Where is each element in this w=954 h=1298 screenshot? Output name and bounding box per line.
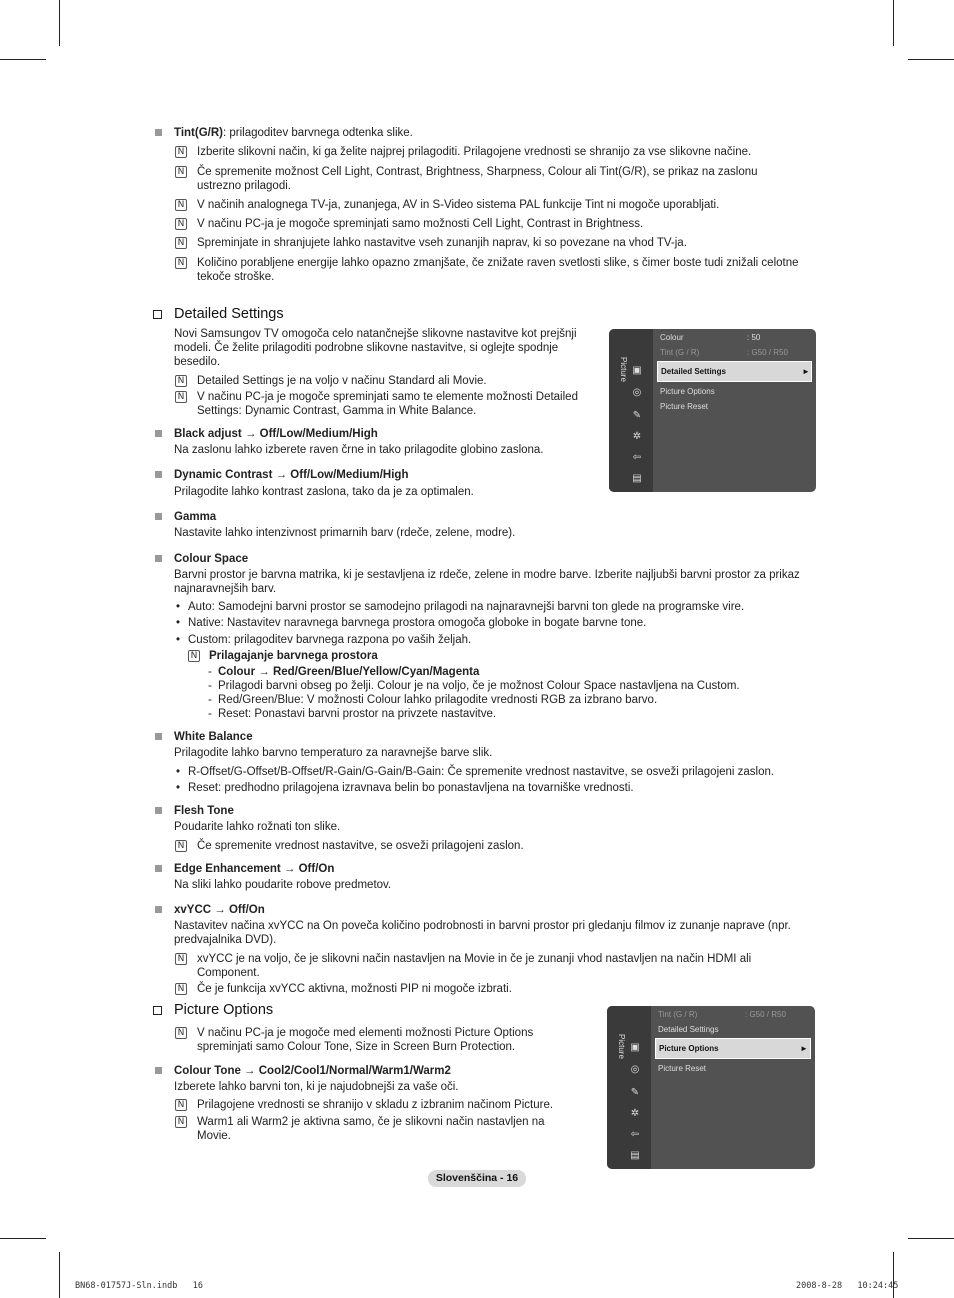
bullet-square [155,906,162,913]
tint-note: Količino porabljene energije lahko opazno zmanjšate, če znižate raven svetlosti slike, s čimer boste tudi znižali celotne [197,257,799,269]
note-icon: N [175,166,187,178]
bullet-square [155,471,162,478]
note-icon: N [175,1099,187,1111]
slug-file: BN68-01757J-Sln.indb 16 [75,1281,203,1291]
xvycc-note: xvYCC je na voljo, če je slikovni način nastavljen na Movie in če je zunanji vhod nastavljen na način HDMI ali [197,953,752,965]
note-icon: N [175,218,187,230]
menu-row-label: Detailed Settings [661,367,726,376]
colour-space-auto: Auto: Samodejni barvni prostor se samodejno prilagodi na najnaravnejši barvni ton glede na programske vire. [188,601,745,613]
note-icon: N [175,237,187,249]
detailed-note: V načinu PC-ja je mogoče spreminjati samo te elemente možnosti Detailed [197,391,578,403]
tv-menu-picture [609,329,816,492]
channel-icon[interactable]: ✎ [632,410,642,421]
application-icon[interactable]: ▤ [630,1150,640,1161]
detailed-intro: besedilo. [174,356,221,368]
colour-space-sub-title: Prilagajanje barvnega prostora [209,650,378,662]
menu-row-value: : G50 / R50 [745,1010,786,1019]
black-adjust-desc: Na zaslonu lahko izberete raven črne in tako prilagodite globino zaslona. [174,444,544,456]
colour-space-s3: Red/Green/Blue: V možnosti Colour lahko prilagodite vrednosti RGB za izbrano barvo. [218,694,658,706]
detailed-note: Settings: Dynamic Contrast, Gamma in White Balance. [197,405,477,417]
dash: - [208,694,212,706]
setup-icon[interactable]: ✲ [632,431,642,442]
detailed-heading: Detailed Settings [174,306,284,322]
bullet-square [155,865,162,872]
heading-box [153,310,162,319]
detailed-note: Detailed Settings je na voljo v načinu Standard ali Movie. [197,375,487,387]
xvycc-desc: Nastavitev načina xvYCC na On poveča količino podrobnosti in barvni prostor pri gledanju filmov iz zunanje naprave (npr. [174,920,791,932]
colour-space-native: Native: Nastavitev naravnega barvnega prostora omogoča globoke in bogate barvne tone. [188,617,647,629]
note-icon: N [175,1027,187,1039]
xvycc-title: xvYCC → Off/On [174,904,265,916]
picture-options-note: Warm1 ali Warm2 je aktivna samo, če je slikovni način nastavljen na [197,1116,545,1128]
edge-desc: Na sliki lahko poudarite robove predmetov. [174,879,392,891]
input-icon[interactable]: ⇦ [632,452,642,463]
crop-mark [908,1238,954,1239]
crop-mark [0,1238,46,1239]
colour-space-s4: Reset: Ponastavi barvni prostor na privzete nastavitve. [218,708,497,720]
tint-note: Če spremenite možnost Cell Light, Contrast, Brightness, Sharpness, Colour ali Tint(G/R), se prikaz na zaslonu [197,166,758,178]
application-icon[interactable]: ▤ [632,473,642,484]
tint-note: V načinu PC-ja je mogoče spreminjati samo možnosti Cell Light, Contrast in Brightness. [197,218,644,230]
tv-menu-picture-options [607,1006,815,1169]
flesh-tone-note: Če spremenite vrednost nastavitve, se osveži prilagojeni zaslon. [197,840,524,852]
white-balance-title: White Balance [174,731,253,743]
bullet-square [155,129,162,136]
tint-note: Spreminjate in shranjujete lahko nastavitve vseh zunanjih naprav, ki so povezane na vhod TV-ja. [197,237,687,249]
note-icon: N [175,375,187,387]
colour-tone-title: Colour Tone → Cool2/Cool1/Normal/Warm1/Warm2 [174,1065,451,1077]
menu-row-label: Picture Reset [660,402,709,411]
bullet-square [155,733,162,740]
dash: - [208,666,212,678]
menu-row-selected[interactable] [655,1038,811,1059]
gamma-desc: Nastavite lahko intenzivnost primarnih barv (rdeče, zelene, modre). [174,527,516,539]
menu-side-label: Picture [619,357,628,382]
menu-side-label: Picture [617,1034,626,1059]
colour-space-s1: Colour → Red/Green/Blue/Yellow/Cyan/Magenta [218,666,480,678]
page-number-badge: Slovenščina - 16 [428,1170,526,1187]
menu-row-label: Tint (G / R) [660,348,700,357]
note-icon: N [175,1116,187,1128]
bullet-dot: • [176,634,181,646]
bullet-dot: • [176,782,181,794]
note-icon: N [188,650,200,662]
note-icon: N [175,840,187,852]
menu-row[interactable] [657,398,812,416]
sound-icon[interactable]: ◎ [632,387,642,398]
bullet-square [155,430,162,437]
black-adjust-title: Black adjust → Off/Low/Medium/High [174,428,378,440]
tint-line [174,126,413,140]
detailed-intro: modeli. Če želite prilagoditi podrobne slikovne nastavitve, si oglejte spodnje [174,342,559,354]
tint-label: Tint(G/R) [174,127,223,139]
note-icon: N [175,146,187,158]
dash: - [208,680,212,692]
picture-options-note: Prilagojene vrednosti se shranijo v skladu z izbranim načinom Picture. [197,1099,554,1111]
menu-row-label: Colour [660,333,684,342]
flesh-tone-title: Flesh Tone [174,805,234,817]
flesh-tone-desc: Poudarite lahko rožnati ton slike. [174,821,341,833]
picture-icon[interactable]: ▣ [630,1042,640,1053]
colour-space-s2: Prilagodi barvni obseg po želji. Colour je na voljo, če je možnost Colour Space nastavljena na Custom. [218,680,740,692]
note-icon: N [175,257,187,269]
picture-options-note: V načinu PC-ja je mogoče med elementi možnosti Picture Options [197,1027,534,1039]
xvycc-note: Če je funkcija xvYCC aktivna, možnosti PIP ni mogoče izbrati. [197,983,512,995]
tint-note: V načinih analognega TV-ja, zunanjega, AV in S-Video sistema PAL funkcije Tint ni mogoče uporabljati. [197,199,720,211]
note-icon: N [175,199,187,211]
colour-space-title: Colour Space [174,553,249,565]
bullet-square [155,1067,162,1074]
channel-icon[interactable]: ✎ [630,1087,640,1098]
menu-row-value: : 50 [747,333,761,342]
bullet-dot: • [176,601,181,613]
tint-desc: : prilagoditev barvnega odtenka slike. [222,127,413,139]
menu-row-label: Picture Reset [658,1064,707,1073]
xvycc-note: Component. [197,967,260,979]
picture-options-note: spreminjati samo Colour Tone, Size in Screen Burn Protection. [197,1041,516,1053]
menu-row-label: Picture Options [659,1044,719,1053]
heading-box [153,1006,162,1015]
menu-row-selected[interactable] [657,361,812,382]
crop-mark [893,0,894,46]
dynamic-contrast-desc: Prilagodite lahko kontrast zaslona, tako da je za optimalen. [174,486,474,498]
colour-space-desc: najnaravnejših barv. [174,583,277,595]
xvycc-desc: predvajalnika DVD). [174,934,277,946]
menu-row[interactable] [657,344,812,362]
edge-title: Edge Enhancement → Off/On [174,863,335,875]
bullet-dot: • [176,766,181,778]
bullet-dot: • [176,617,181,629]
bullet-square [155,807,162,814]
tint-note: Izberite slikovni način, ki ga želite najprej prilagoditi. Prilagojene vrednosti se shranijo za vse slikovne načine. [197,146,752,158]
picture-icon[interactable]: ▣ [632,365,642,376]
colour-space-custom: Custom: prilagoditev barvnega razpona po vaših željah. [188,634,472,646]
slug-timestamp: 2008-8-28 10:24:45 [796,1281,899,1291]
gamma-title: Gamma [174,511,217,523]
setup-icon[interactable]: ✲ [630,1108,640,1119]
arrow-right-icon: ► [800,1044,808,1053]
dash: - [208,708,212,720]
tint-note: ustrezno prilagodi. [197,180,291,192]
menu-row[interactable] [655,1021,811,1039]
menu-row-label: Picture Options [660,387,715,396]
white-balance-b2: Reset: predhodno prilagojena izravnava belin bo ponastavljena na tovarniške vrednosti. [188,782,634,794]
bullet-square [155,513,162,520]
note-icon: N [175,983,187,995]
white-balance-desc: Prilagodite lahko barvno temperaturo za naravnejše barve slik. [174,747,493,759]
menu-row-label: Detailed Settings [658,1025,719,1034]
note-icon: N [175,953,187,965]
white-balance-b1: R-Offset/G-Offset/B-Offset/R-Gain/G-Gain/B-Gain: Če spremenite vrednost nastavitve, se osveži prilagojeni zaslon. [188,766,775,778]
crop-mark [59,1252,60,1298]
crop-mark [893,1252,894,1298]
sound-icon[interactable]: ◎ [630,1064,640,1075]
dynamic-contrast-title: Dynamic Contrast → Off/Low/Medium/High [174,469,409,481]
picture-options-heading: Picture Options [174,1002,274,1018]
colour-tone-desc: Izberete lahko barvni ton, ki je najudobnejši za vaše oči. [174,1081,459,1093]
menu-row-label: Tint (G / R) [658,1010,698,1019]
picture-options-note: Movie. [197,1130,231,1142]
crop-mark [0,59,46,60]
colour-space-desc: Barvni prostor je barvna matrika, ki je sestavljena iz rdeče, zelene in modre barve. Izberite najljubši barvni prostor za prikaz [174,569,800,581]
bullet-square [155,555,162,562]
menu-row-value: : G50 / R50 [747,348,788,357]
detailed-intro: Novi Samsungov TV omogoča celo natančnejše slikovne nastavitve kot prejšnji [174,328,577,340]
input-icon[interactable]: ⇦ [630,1129,640,1140]
tint-note: tekoče stroške. [197,271,275,283]
crop-mark [908,59,954,60]
note-icon: N [175,391,187,403]
crop-mark [59,0,60,46]
arrow-right-icon: ► [802,367,810,376]
menu-row[interactable] [655,1060,811,1078]
